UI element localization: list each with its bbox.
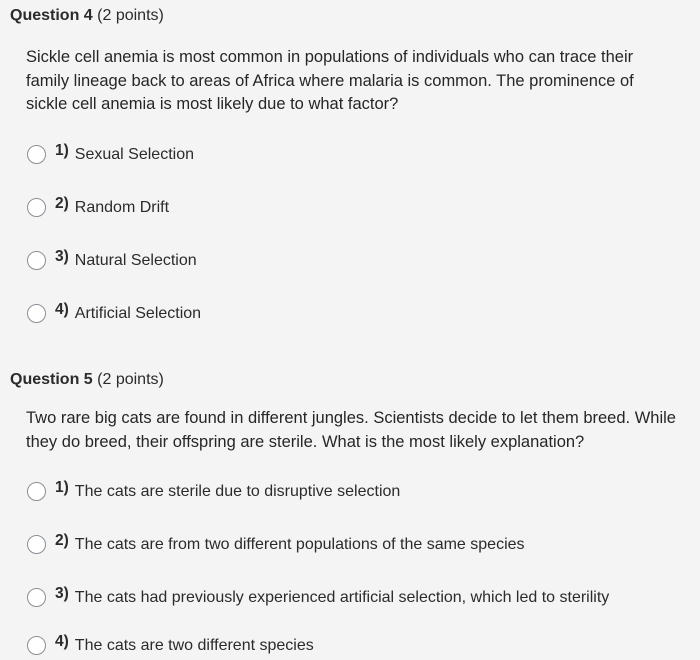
- question-points: (2 points): [97, 371, 164, 388]
- option-2[interactable]: [27, 531, 525, 557]
- question-header: [10, 7, 164, 25]
- question-text: Sickle cell anemia is most common in populations of individuals who can trace their family lineage back to areas of Africa where malaria is common. The prominence of sickle cell anemia is most likely due to what factor?: [26, 48, 634, 113]
- option-3[interactable]: [27, 584, 609, 610]
- option-4[interactable]: [27, 632, 314, 658]
- option-number: 2): [55, 195, 69, 212]
- option-label: Sexual Selection: [74, 146, 194, 163]
- radio-button[interactable]: [27, 482, 46, 501]
- option-label: Random Drift: [74, 199, 170, 216]
- option-label: Artificial Selection: [74, 305, 202, 322]
- radio-button[interactable]: [27, 304, 46, 323]
- question-points: (2 points): [97, 7, 164, 24]
- option-3[interactable]: [27, 247, 197, 273]
- question-number: Question 4: [10, 7, 93, 24]
- option-number: 4): [55, 633, 69, 650]
- question-text: Two rare big cats are found in different jungles. Scientists decide to let them breed. While they do breed, their offspring are sterile. What is the most likely explanation?: [26, 409, 676, 451]
- option-label: The cats are sterile due to disruptive selection: [74, 483, 401, 500]
- radio-button[interactable]: [27, 251, 46, 270]
- option-label: The cats are from two different populations of the same species: [74, 536, 525, 553]
- question-header: [10, 371, 164, 389]
- radio-button[interactable]: [27, 198, 46, 217]
- option-label: Natural Selection: [74, 252, 197, 269]
- option-2[interactable]: [27, 194, 169, 220]
- option-4[interactable]: [27, 300, 201, 326]
- option-number: 1): [55, 479, 69, 496]
- radio-button[interactable]: [27, 535, 46, 554]
- radio-button[interactable]: [27, 588, 46, 607]
- option-1[interactable]: [27, 478, 400, 504]
- question-number: Question 5: [10, 371, 93, 388]
- radio-button[interactable]: [27, 145, 46, 164]
- option-number: 1): [55, 142, 69, 159]
- option-label: The cats are two different species: [74, 637, 314, 654]
- option-number: 3): [55, 248, 69, 265]
- option-number: 2): [55, 532, 69, 549]
- option-1[interactable]: [27, 141, 194, 167]
- option-number: 4): [55, 301, 69, 318]
- option-label: The cats had previously experienced artificial selection, which led to sterility: [74, 589, 610, 606]
- radio-button[interactable]: [27, 636, 46, 655]
- option-number: 3): [55, 585, 69, 602]
